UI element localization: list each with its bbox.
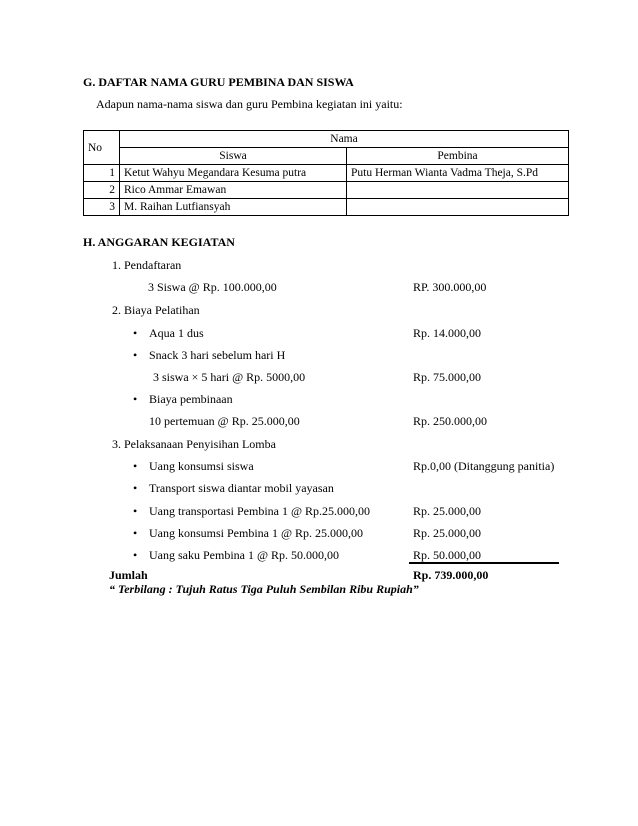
section-h-heading: H. ANGGARAN KEGIATAN bbox=[83, 235, 235, 249]
item3-line: Transport siswa diantar mobil yayasan bbox=[149, 481, 334, 495]
item3-amount: Rp.0,00 (Ditanggung panitia) bbox=[413, 459, 555, 473]
item3-line: Uang transportasi Pembina 1 @ Rp.25.000,00 bbox=[149, 504, 371, 518]
names-table bbox=[83, 130, 569, 216]
pembinaan-amount: Rp. 250.000,00 bbox=[413, 414, 488, 428]
snack-detail: 3 siswa × 5 hari @ Rp. 5000,00 bbox=[153, 370, 306, 384]
table-header-row bbox=[84, 131, 569, 148]
bullet-icon: • bbox=[133, 348, 138, 362]
col-siswa-header: Siswa bbox=[120, 148, 347, 165]
row-siswa: M. Raihan Lutfiansyah bbox=[120, 199, 347, 216]
item3-amount: Rp. 25.000,00 bbox=[413, 504, 482, 518]
row-pembina bbox=[347, 199, 569, 216]
total-amount: Rp. 739.000,00 bbox=[413, 568, 489, 582]
table-row bbox=[84, 165, 569, 182]
item1-detail: 3 Siswa @ Rp. 100.000,00 bbox=[148, 280, 277, 294]
snack-line: Snack 3 hari sebelum hari H bbox=[149, 348, 286, 362]
bullet-icon: • bbox=[133, 459, 138, 473]
bullet-icon: • bbox=[133, 481, 138, 495]
snack-amount: Rp. 75.000,00 bbox=[413, 370, 482, 384]
item3-label: 3. Pelaksanaan Penyisihan Lomba bbox=[112, 437, 276, 451]
bullet-icon: • bbox=[133, 526, 138, 540]
total-rule bbox=[409, 562, 559, 564]
item3-line: Uang saku Pembina 1 @ Rp. 50.000,00 bbox=[149, 548, 340, 562]
total-label: Jumlah bbox=[109, 568, 148, 582]
bullet-icon: • bbox=[133, 326, 138, 340]
table-subheader-row bbox=[84, 148, 569, 165]
bullet-icon: • bbox=[133, 504, 138, 518]
row-no: 1 bbox=[84, 165, 120, 182]
table-row bbox=[84, 182, 569, 199]
row-siswa: Rico Ammar Emawan bbox=[120, 182, 347, 199]
item2-label: 2. Biaya Pelatihan bbox=[112, 303, 200, 317]
col-nama-header: Nama bbox=[120, 131, 569, 148]
row-no: 2 bbox=[84, 182, 120, 199]
bullet-icon: • bbox=[133, 548, 138, 562]
item3-line: Uang konsumsi siswa bbox=[149, 459, 254, 473]
row-no: 3 bbox=[84, 199, 120, 216]
section-g-intro: Adapun nama-nama siswa dan guru Pembina kegiatan ini yaitu: bbox=[96, 97, 403, 111]
terbilang-text: “ Terbilang : Tujuh Ratus Tiga Puluh Sembilan Ribu Rupiah” bbox=[109, 582, 419, 596]
col-no-header: No bbox=[84, 131, 120, 165]
aqua-amount: Rp. 14.000,00 bbox=[413, 326, 482, 340]
item1-amount: RP. 300.000,00 bbox=[413, 280, 487, 294]
item3-amount: Rp. 50.000,00 bbox=[413, 548, 482, 562]
row-pembina bbox=[347, 182, 569, 199]
item1-label: 1. Pendaftaran bbox=[112, 258, 182, 272]
table-row bbox=[84, 199, 569, 216]
row-pembina: Putu Herman Wianta Vadma Theja, S.Pd bbox=[347, 165, 569, 182]
pembinaan-line: Biaya pembinaan bbox=[149, 392, 233, 406]
row-siswa: Ketut Wahyu Megandara Kesuma putra bbox=[120, 165, 347, 182]
bullet-icon: • bbox=[133, 392, 138, 406]
pembinaan-detail: 10 pertemuan @ Rp. 25.000,00 bbox=[149, 414, 300, 428]
aqua-line: Aqua 1 dus bbox=[149, 326, 204, 340]
item3-amount: Rp. 25.000,00 bbox=[413, 526, 482, 540]
item3-line: Uang konsumsi Pembina 1 @ Rp. 25.000,00 bbox=[149, 526, 364, 540]
section-g-heading: G. DAFTAR NAMA GURU PEMBINA DAN SISWA bbox=[83, 75, 354, 89]
col-pembina-header: Pembina bbox=[347, 148, 569, 165]
